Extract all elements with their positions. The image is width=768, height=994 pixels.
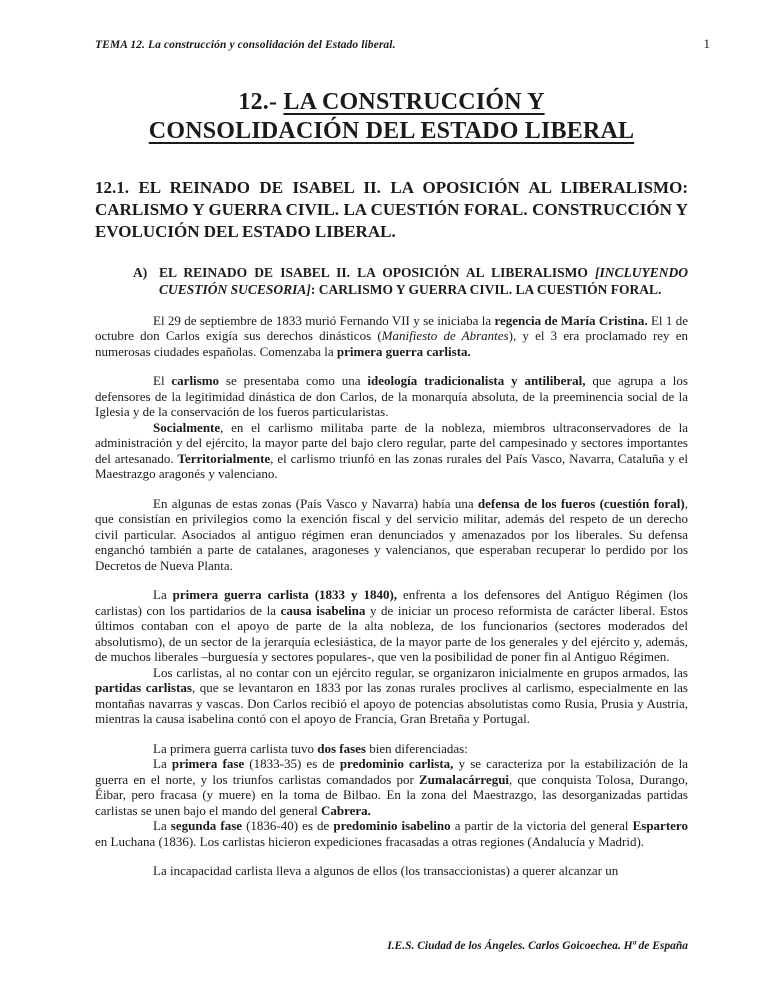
text-run: Socialmente [153, 419, 221, 435]
text-run: La [153, 587, 173, 603]
text-run: , el carlismo triunfó en las zonas rurales del País Vasco, Navarra, Cataluña y el Maestrazgo aragonés y valenciano. [95, 450, 688, 482]
text-run: partidas carlistas [95, 680, 192, 696]
text-run: Territorialmente [177, 450, 271, 466]
text-run: La [153, 818, 171, 834]
text-run: , que consistían en privilegios como la exención fiscal y del servicio militar, además del respeto de un derecho civil particular. Asociados al antiguo régimen eran denunciados y amenazados por los liberales. Su defensa enganchó también a parte de catalanes, aragoneses y valencianos, que esperaban recuperar lo perdido por los Decretos de Nueva Planta. [95, 495, 688, 573]
text-run: , en el carlismo militaba parte de la nobleza, miembros ultraconservadores de la administración y del ejército, la mayor parte del bajo clero regular, parte del campesinado y sectores importantes del artesanado. [95, 419, 688, 466]
text-run: ), y el 3 era proclamado rey en numerosas ciudades españolas. Comenzaba la [95, 328, 689, 359]
text-run: Zumalacárregui [419, 771, 510, 787]
text-run: y de iniciar un proceso reformista de carácter liberal. Estos últimos contaban con el apoyo de parte de la alta nobleza, de los funcionarios (sectores moderados del absolutismo), de un sector de la jerarquía eclesiástica, de la mayor parte de los generales y del ejército y, además, de muchos liberales –burguesía y sectores populares-, que ven la posibilidad de poner fin al Antiguo Régimen. [95, 602, 688, 665]
text-run: El [153, 373, 172, 389]
subsection-marker: A) [133, 264, 148, 280]
text-run: , que conquista Tolosa, Durango, Éibar, pero fracasa (y muere) en la toma de Bilbao. En la zona del Maestrazgo, las desorganizadas partidas carlistas se unen bajo el mando del general [95, 771, 688, 818]
text-run: La [153, 756, 172, 772]
running-title: TEMA 12. La construcción y consolidación del Estado liberal. [95, 39, 396, 51]
document-title [95, 88, 688, 147]
text-run: El 1 de octubre don Carlos exigía sus derechos dinásticos ( [95, 312, 688, 344]
text-run: bien diferenciadas: [366, 740, 468, 756]
text-run: dos fases [317, 740, 366, 756]
text-run: en Luchana (1836). Los carlistas hicieron expediciones fracasadas a otras regiones (Andalucía y Madrid). [95, 833, 645, 849]
text-run: primera guerra carlista (1833 y 1840), [172, 587, 398, 603]
text-run: regencia de María Cristina. [494, 312, 648, 328]
paragraph [95, 741, 688, 757]
text-run: [INCLUYENDO CUESTIÓN SUCESORIA] [159, 264, 688, 297]
subsection-text [159, 265, 688, 297]
text-run: Cabrera. [320, 802, 371, 818]
text-run: El 29 de septiembre de 1833 murió Fernando VII y se iniciaba la [153, 312, 495, 328]
text-run: y se caracteriza por la estabilización de la guerra en el norte, y los triunfos carlistas comandados por [95, 756, 689, 787]
paragraph [95, 756, 688, 818]
paragraph [95, 420, 688, 482]
text-run: (1836-40) es de [242, 818, 334, 834]
title-line2: CONSOLIDACIÓN DEL ESTADO LIBERAL [148, 118, 635, 145]
paragraph [95, 373, 688, 420]
text-run: EL REINADO DE ISABEL II. LA OPOSICIÓN AL LIBERALISMO [159, 264, 595, 280]
text-run: ideología tradicionalista y antiliberal, [367, 373, 586, 389]
text-run: segunda fase [170, 818, 243, 834]
text-run: La primera guerra carlista tuvo [153, 740, 318, 756]
paragraph [95, 587, 688, 665]
text-run: predominio carlista, [339, 756, 454, 772]
paragraph [95, 665, 688, 727]
paragraph [95, 496, 688, 574]
text-run: primera fase [171, 756, 245, 772]
paragraph [95, 313, 688, 360]
text-run: predominio isabelino [333, 818, 451, 834]
text-run: defensa de los fueros (cuestión foral) [477, 495, 685, 511]
document-body [95, 313, 688, 879]
text-run: causa isabelina [280, 602, 366, 618]
subsection-heading [133, 265, 688, 299]
page-footer: I.E.S. Ciudad de los Ángeles. Carlos Goicoechea. Hª de España [387, 940, 688, 952]
text-run: que agrupa a los defensores de la legitimidad dinástica de don Carlos, de la monarquía absoluta, de la preeminencia social de la Iglesia y de la conservación de los fueros particularistas. [95, 373, 688, 420]
text-run: : CARLISMO Y GUERRA CIVIL. LA CUESTIÓN FORAL. [310, 281, 662, 297]
text-run: Manifiesto de Abrantes [381, 328, 509, 344]
text-run: a partir de la victoria del general [450, 818, 633, 834]
page-number: 1 [703, 36, 710, 51]
text-run: La incapacidad carlista lleva a algunos de ellos (los transaccionistas) a querer alcanzar un [153, 863, 619, 879]
text-run: primera guerra carlista. [336, 343, 471, 359]
text-run: se presentaba como una [219, 373, 368, 389]
text-run: enfrenta a los defensores del Antiguo Régimen (los carlistas) con los partidarios de la [95, 587, 688, 618]
text-run: Espartero [632, 818, 688, 834]
text-run: , que se levantaron en 1833 por las zonas rurales proclives al carlismo, especialmente en las montañas navarras y vascas. Don Carlos recibió el apoyo de potencias absolutistas como Rusia, Prusia y Austria, mientras la causa isabelina contó con el apoyo de Francia, Gran Bretaña y Portugal. [95, 680, 688, 727]
title-number: 12.- [238, 89, 284, 115]
text-run: Los carlistas, al no contar con un ejército regular, se organizaron inicialmente en grupos armados, las [153, 664, 688, 680]
section-heading: 12.1. EL REINADO DE ISABEL II. LA OPOSICIÓN AL LIBERALISMO: CARLISMO Y GUERRA CIVIL. LA CUESTIÓN FORAL. CONSTRUCCIÓN Y EVOLUCIÓN DEL ESTADO LIBERAL. [95, 177, 688, 241]
title-line1: LA CONSTRUCCIÓN Y [283, 89, 545, 115]
text-run: (1833-35) es de [244, 756, 340, 772]
page-header [95, 36, 710, 52]
text-run: carlismo [171, 373, 220, 389]
paragraph [95, 863, 688, 879]
text-run: En algunas de estas zonas (País Vasco y Navarra) había una [153, 495, 478, 511]
paragraph [95, 818, 688, 849]
